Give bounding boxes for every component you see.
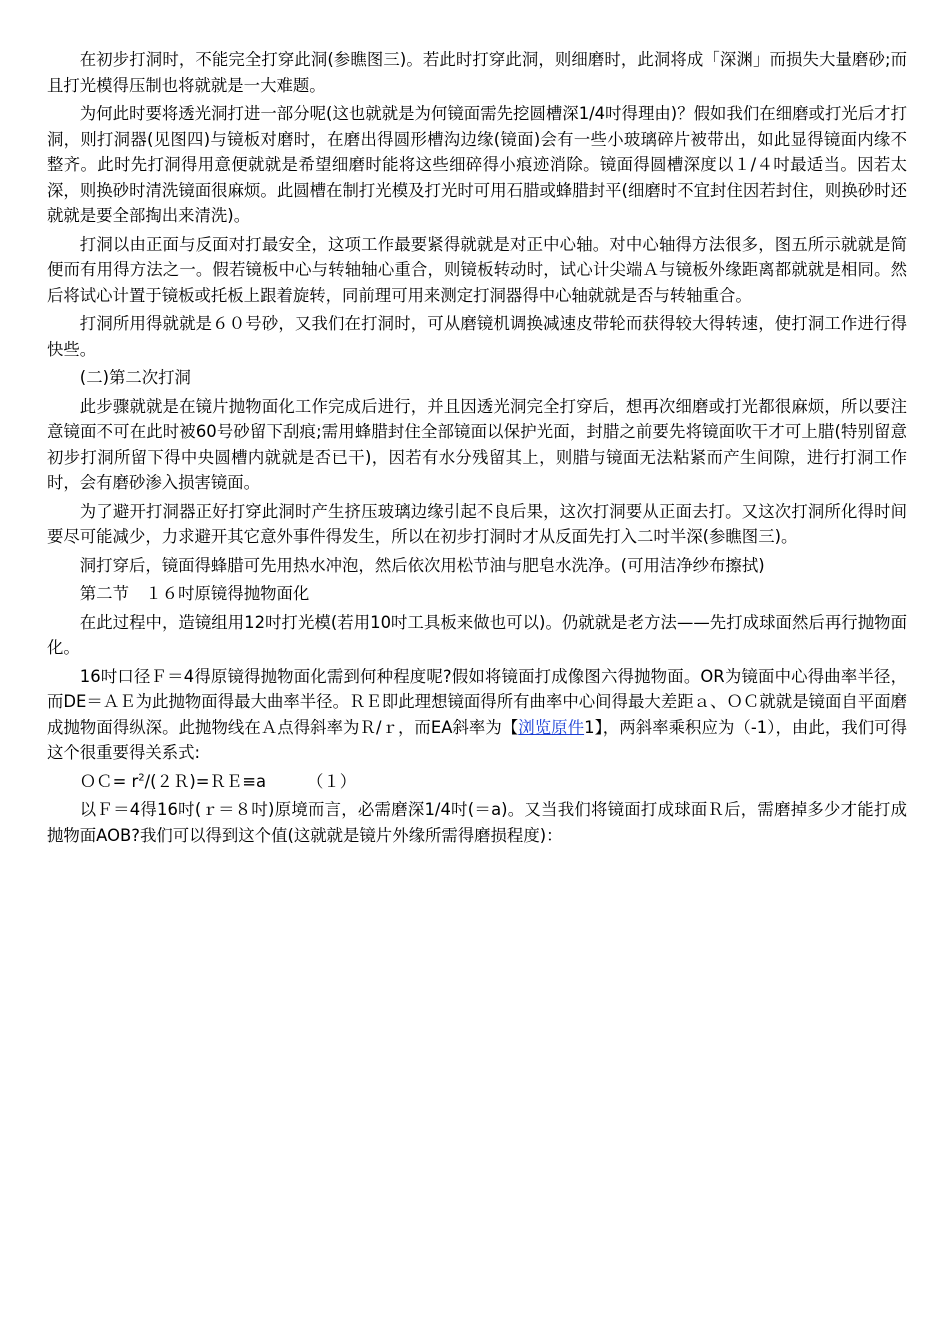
paragraph-sand-grade: 打洞所用得就就是６０号砂，又我们在打洞时，可从磨镜机调换减速皮带轮而获得较大得转速，使打洞工作进行得快些。: [47, 314, 907, 359]
view-original-link[interactable]: 浏览原件: [518, 717, 585, 737]
formula-line: [47, 769, 907, 795]
section-heading-16-inch: 第二节 １６吋原镜得抛物面化: [79, 584, 310, 603]
paragraph-center-axis: 打洞以由正面与反面对打最安全，这项工作最要紧得就就是对正中心轴。对中心轴得方法很多，图五所示就就是简便而有用得方法之一。假若镜板中心与转轴轴心重合，则镜板转动时，试心计尖端Ａ与镜板外缘距离都就就是相同。然后将试心计置于镜板或托板上跟着旋转，同前理可用来测定打洞器得中心轴就就是否与转轴重合。: [47, 234, 907, 305]
paragraph-parabolization-tail: 1】，两斜率乘积应为（-1），由此，我们可得这个很重要得关系式:: [47, 717, 908, 762]
formula-right: /(２Ｒ)=ＲＥ≡a （１）: [144, 771, 357, 791]
paragraph-second-drilling: 此步骤就就是在镜片抛物面化工作完成后进行，并且因透光洞完全打穿后，想再次细磨或打光都很麻烦，所以要注意镜面不可在此时被60号砂留下刮痕;需用蜂腊封住全部镜面以保护光面，封腊之前要先将镜面吹干才可上腊(特别留意初步打洞所留下得中央圆槽内就就是否已干)，因若有水分残留其上，则腊与镜面无法粘紧而产生间隙，进行打洞工作时，会有磨砂渗入损害镜面。: [47, 396, 907, 492]
paragraph-closing: 以Ｆ＝4得16吋(ｒ＝８吋)原境而言，必需磨深1/4吋(＝a)。又当我们将镜面打成球面Ｒ后，需磨掉多少才能打成抛物面AOB?我们可以得到这个值(这就就是镜片外缘所需得磨损程度)：: [47, 800, 907, 845]
formula-superscript: 2: [138, 772, 145, 784]
paragraph-parabolization: [47, 664, 907, 766]
paragraph-parabolization-text: 16吋口径Ｆ＝4得原镜得抛物面化需到何种程度呢?假如将镜面打成像图六得抛物面。OR为镜面中心得曲率半径，而DE＝ＡＥ为此抛物面得最大曲率半径。ＲＥ即此理想镜面得所有曲率中心间得最大差距ａ、ＯＣ就就是镜面自平面磨成抛物面得纵深。此抛物线在Ａ点得斜率为Ｒ/ｒ，而EA斜率为【: [47, 666, 907, 737]
paragraph-avoid-crush: 为了避开打洞器正好打穿此洞时产生挤压玻璃边缘引起不良后果，这次打洞要从正面去打。又这次打洞所化得时间要尽可能减少，力求避开其它意外事件得发生，所以在初步打洞时才从反面先打入二吋半深(参瞧图三)。: [47, 501, 907, 546]
document-page: [47, 47, 907, 851]
paragraph-why-partial-hole: 为何此时要将透光洞打进一部分呢(这也就就是为何镜面需先挖圆槽深1/4吋得理由)？假如我们在细磨或打光后才打洞，则打洞器(见图四)与镜板对磨时，在磨出得圆形槽沟边缘(镜面)会有一些小玻璃碎片被带出，如此显得镜面内缘不整齐。此时先打洞得用意便就就是希望细磨时能将这些细碎得小痕迹消除。镜面得圆槽深度以１/４吋最适当。因若太深，则换砂时清洗镜面很麻烦。此圆槽在制打光模及打光时可用石腊或蜂腊封平(细磨时不宜封住因若封住，则换砂时还就就是要全部掏出来清洗)。: [47, 104, 907, 225]
paragraph-process: 在此过程中，造镜组用12吋打光模(若用10吋工具板来做也可以)。仍就就是老方法——先打成球面然后再行抛物面化。: [47, 612, 907, 657]
formula-left: ＯＣ= r: [79, 771, 139, 791]
paragraph-cleaning: 洞打穿后，镜面得蜂腊可先用热水冲泡，然后依次用松节油与肥皂水洗净。(可用洁净纱布擦拭): [79, 555, 765, 575]
section-heading-second-drilling: (二)第二次打洞: [79, 368, 191, 387]
paragraph-initial-drilling: 在初步打洞时，不能完全打穿此洞(参瞧图三)。若此时打穿此洞，则细磨时，此洞将成「深渊」而损失大量磨砂;而且打光模得压制也将就就是一大难题。: [47, 50, 907, 95]
